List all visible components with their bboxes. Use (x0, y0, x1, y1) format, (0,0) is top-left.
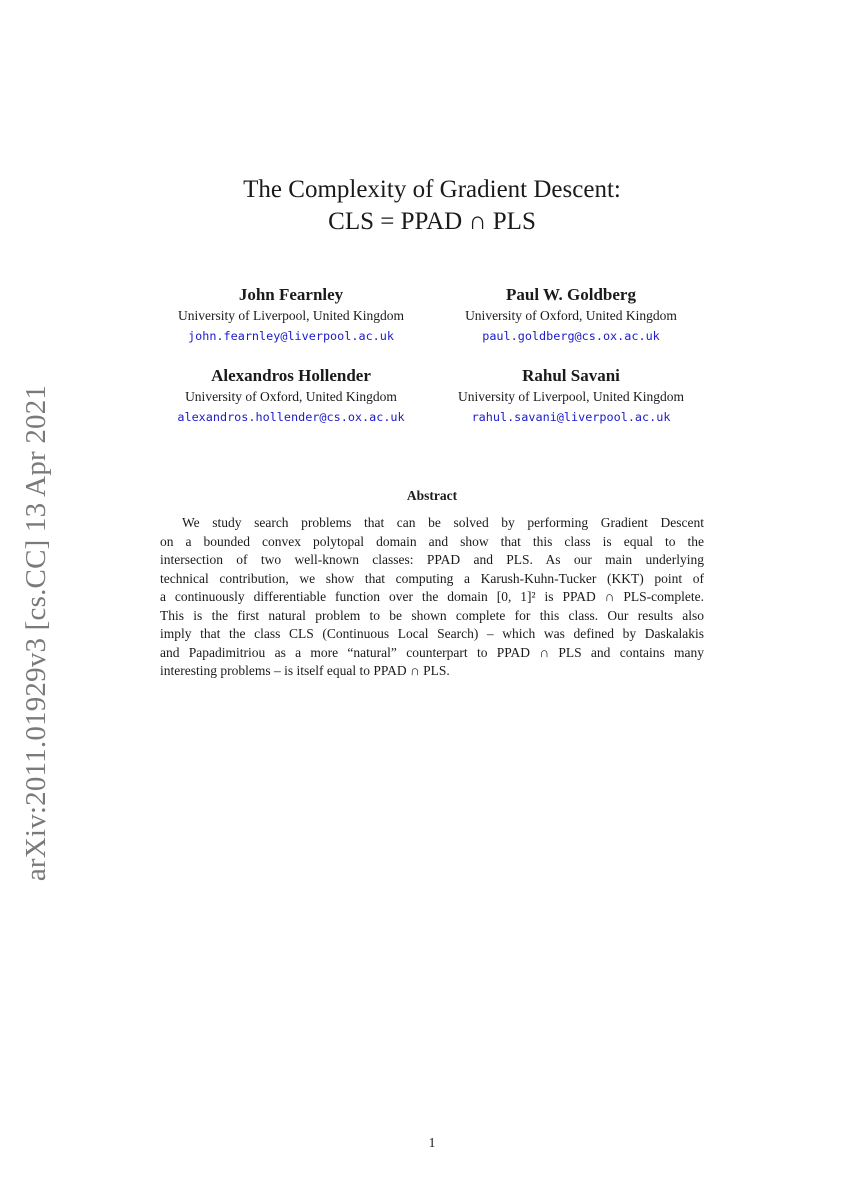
abstract-line: on a bounded convex polytopal domain and show that this class is equal to the (160, 533, 704, 549)
author-email-link[interactable]: paul.goldberg@cs.ox.ac.uk (482, 329, 660, 343)
abstract-heading: Abstract (406, 488, 458, 503)
abstract-line: imply that the class CLS (Continuous Local Search) – which was defined by Daskalakis (160, 626, 704, 641)
abstract-line: interesting problems – is itself equal to PPAD ∩ PLS. (160, 663, 450, 678)
author-block (421, 365, 721, 428)
author-affiliation: University of Liverpool, United Kingdom (177, 308, 405, 323)
arxiv-identifier-stamp: arXiv:2011.01929v3 [cs.CC] 13 Apr 2021 (20, 384, 52, 882)
author-affiliation: University of Oxford, United Kingdom (185, 389, 397, 404)
abstract-body (160, 514, 704, 681)
paper-title (0, 174, 864, 238)
abstract-line: This is the first natural problem to be shown complete for this class. Our results also (160, 607, 704, 623)
abstract-line: intersection of two well-known classes: PPAD and PLS. As our main underlying (160, 552, 704, 567)
author-block (421, 284, 721, 347)
abstract-line: technical contribution, we show that computing a Karush-Kuhn-Tucker (KKT) point of (160, 570, 704, 586)
author-name: Paul W. Goldberg (506, 285, 636, 304)
author-affiliation: University of Liverpool, United Kingdom (457, 389, 685, 404)
author-affiliation: University of Oxford, United Kingdom (465, 308, 677, 323)
author-name: Alexandros Hollender (211, 366, 371, 385)
abstract-line: We study search problems that can be solved by performing Gradient Descent (182, 515, 704, 530)
paper-title-line-1: The Complexity of Gradient Descent: (243, 176, 621, 203)
author-name: Rahul Savani (522, 366, 620, 385)
author-email-link[interactable]: john.fearnley@liverpool.ac.uk (188, 329, 394, 343)
abstract-line: a continuously differentiable function over the domain [0, 1]² is PPAD ∩ PLS-complete. (160, 589, 704, 604)
author-name: John Fearnley (238, 285, 344, 304)
author-block (141, 365, 441, 428)
author-email-link[interactable]: rahul.savani@liverpool.ac.uk (471, 410, 671, 424)
paper-title-line-2: CLS = PPAD ∩ PLS (328, 208, 536, 235)
abstract-line: and Papadimitriou as a more “natural” counterpart to PPAD ∩ PLS and contains many (160, 644, 704, 660)
author-block (141, 284, 441, 347)
author-email-link[interactable]: alexandros.hollender@cs.ox.ac.uk (177, 410, 405, 424)
page-number: 1 (428, 1135, 436, 1150)
